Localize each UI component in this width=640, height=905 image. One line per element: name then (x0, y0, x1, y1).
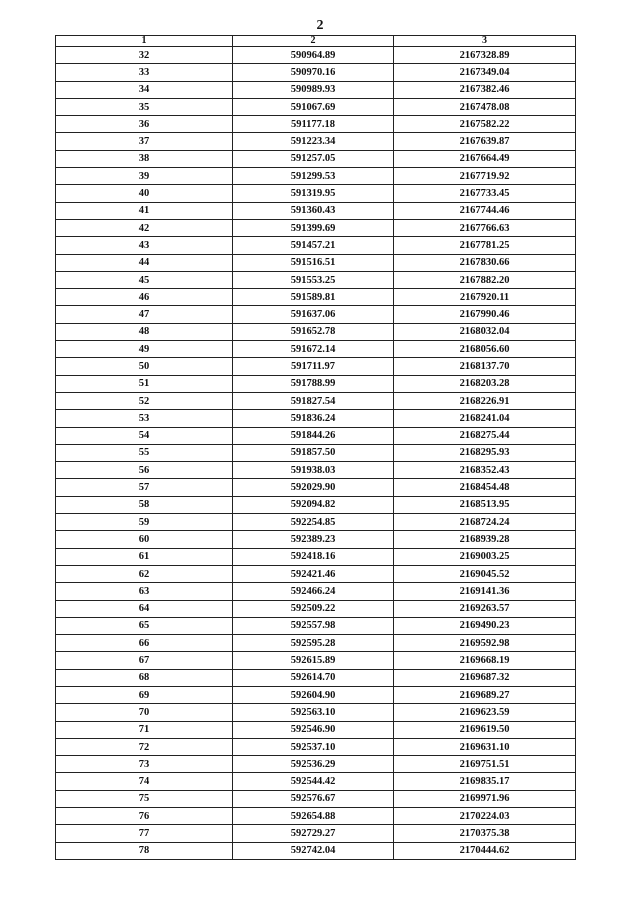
x-coordinate-cell: 591672.14 (233, 341, 394, 358)
x-coordinate-cell: 591299.53 (233, 168, 394, 185)
point-number-cell: 61 (56, 548, 233, 565)
y-coordinate-cell: 2167328.89 (394, 47, 576, 64)
y-coordinate-cell: 2168032.04 (394, 323, 576, 340)
table-row (56, 341, 576, 358)
table-header (56, 36, 576, 47)
point-number-cell: 65 (56, 617, 233, 634)
point-number-cell: 39 (56, 168, 233, 185)
table-row (56, 81, 576, 98)
table-row (56, 790, 576, 807)
table-row (56, 271, 576, 288)
y-coordinate-cell: 2167719.92 (394, 168, 576, 185)
table-row (56, 773, 576, 790)
point-number-cell: 49 (56, 341, 233, 358)
table-row (56, 496, 576, 513)
point-number-cell: 71 (56, 721, 233, 738)
x-coordinate-cell: 592557.98 (233, 617, 394, 634)
table-row (56, 669, 576, 686)
point-number-cell: 40 (56, 185, 233, 202)
x-coordinate-cell: 592615.89 (233, 652, 394, 669)
x-coordinate-cell: 591553.25 (233, 271, 394, 288)
table-row (56, 375, 576, 392)
x-coordinate-cell: 591857.50 (233, 444, 394, 461)
x-coordinate-cell: 592614.70 (233, 669, 394, 686)
point-number-cell: 43 (56, 237, 233, 254)
point-number-cell: 57 (56, 479, 233, 496)
y-coordinate-cell: 2169003.25 (394, 548, 576, 565)
point-number-cell: 63 (56, 583, 233, 600)
x-coordinate-cell: 592094.82 (233, 496, 394, 513)
table-row (56, 427, 576, 444)
x-coordinate-cell: 591067.69 (233, 98, 394, 115)
y-coordinate-cell: 2168137.70 (394, 358, 576, 375)
table-row (56, 47, 576, 64)
y-coordinate-cell: 2169687.32 (394, 669, 576, 686)
x-coordinate-cell: 591844.26 (233, 427, 394, 444)
x-coordinate-cell: 591177.18 (233, 116, 394, 133)
table-row (56, 168, 576, 185)
point-number-cell: 33 (56, 64, 233, 81)
table-row (56, 150, 576, 167)
point-number-cell: 50 (56, 358, 233, 375)
point-number-cell: 67 (56, 652, 233, 669)
x-coordinate-cell: 592466.24 (233, 583, 394, 600)
y-coordinate-cell: 2169045.52 (394, 565, 576, 582)
table-row (56, 254, 576, 271)
table-row (56, 652, 576, 669)
point-number-cell: 59 (56, 514, 233, 531)
x-coordinate-cell: 592546.90 (233, 721, 394, 738)
table-row (56, 808, 576, 825)
y-coordinate-cell: 2167920.11 (394, 289, 576, 306)
y-coordinate-cell: 2169971.96 (394, 790, 576, 807)
table-row (56, 462, 576, 479)
x-coordinate-cell: 592509.22 (233, 600, 394, 617)
point-number-cell: 42 (56, 219, 233, 236)
point-number-cell: 70 (56, 704, 233, 721)
page-number: 2 (316, 18, 324, 33)
x-coordinate-cell: 590964.89 (233, 47, 394, 64)
x-coordinate-cell: 591223.34 (233, 133, 394, 150)
table-row (56, 548, 576, 565)
table-row (56, 98, 576, 115)
point-number-cell: 35 (56, 98, 233, 115)
y-coordinate-cell: 2168939.28 (394, 531, 576, 548)
y-coordinate-cell: 2169668.19 (394, 652, 576, 669)
y-coordinate-cell: 2168203.28 (394, 375, 576, 392)
point-number-cell: 32 (56, 47, 233, 64)
table-row (56, 686, 576, 703)
y-coordinate-cell: 2169592.98 (394, 635, 576, 652)
column-header-3: 3 (394, 36, 576, 47)
x-coordinate-cell: 592729.27 (233, 825, 394, 842)
point-number-cell: 48 (56, 323, 233, 340)
point-number-cell: 68 (56, 669, 233, 686)
table-row (56, 133, 576, 150)
table-row (56, 721, 576, 738)
x-coordinate-cell: 591711.97 (233, 358, 394, 375)
y-coordinate-cell: 2168056.60 (394, 341, 576, 358)
x-coordinate-cell: 592421.46 (233, 565, 394, 582)
y-coordinate-cell: 2169623.59 (394, 704, 576, 721)
y-coordinate-cell: 2168241.04 (394, 410, 576, 427)
point-number-cell: 58 (56, 496, 233, 513)
table-row (56, 444, 576, 461)
point-number-cell: 60 (56, 531, 233, 548)
point-number-cell: 55 (56, 444, 233, 461)
point-number-cell: 52 (56, 392, 233, 409)
y-coordinate-cell: 2167478.08 (394, 98, 576, 115)
table-row (56, 583, 576, 600)
table-row (56, 842, 576, 859)
point-number-cell: 36 (56, 116, 233, 133)
y-coordinate-cell: 2169631.10 (394, 738, 576, 755)
y-coordinate-cell: 2169263.57 (394, 600, 576, 617)
table-row (56, 202, 576, 219)
table-row (56, 289, 576, 306)
table-row (56, 617, 576, 634)
x-coordinate-cell: 592563.10 (233, 704, 394, 721)
table-row (56, 219, 576, 236)
y-coordinate-cell: 2167664.49 (394, 150, 576, 167)
x-coordinate-cell: 591637.06 (233, 306, 394, 323)
point-number-cell: 38 (56, 150, 233, 167)
y-coordinate-cell: 2168352.43 (394, 462, 576, 479)
y-coordinate-cell: 2169689.27 (394, 686, 576, 703)
point-number-cell: 72 (56, 738, 233, 755)
point-number-cell: 41 (56, 202, 233, 219)
point-number-cell: 62 (56, 565, 233, 582)
y-coordinate-cell: 2167781.25 (394, 237, 576, 254)
table-row (56, 64, 576, 81)
x-coordinate-cell: 591360.43 (233, 202, 394, 219)
point-number-cell: 75 (56, 790, 233, 807)
point-number-cell: 56 (56, 462, 233, 479)
x-coordinate-cell: 592595.28 (233, 635, 394, 652)
y-coordinate-cell: 2167990.46 (394, 306, 576, 323)
x-coordinate-cell: 592536.29 (233, 756, 394, 773)
y-coordinate-cell: 2170375.38 (394, 825, 576, 842)
y-coordinate-cell: 2168724.24 (394, 514, 576, 531)
x-coordinate-cell: 592604.90 (233, 686, 394, 703)
table-row (56, 565, 576, 582)
y-coordinate-cell: 2169141.36 (394, 583, 576, 600)
point-number-cell: 44 (56, 254, 233, 271)
x-coordinate-cell: 591457.21 (233, 237, 394, 254)
y-coordinate-cell: 2168295.93 (394, 444, 576, 461)
point-number-cell: 34 (56, 81, 233, 98)
point-number-cell: 37 (56, 133, 233, 150)
x-coordinate-cell: 591652.78 (233, 323, 394, 340)
x-coordinate-cell: 591788.99 (233, 375, 394, 392)
x-coordinate-cell: 592029.90 (233, 479, 394, 496)
table-row (56, 756, 576, 773)
y-coordinate-cell: 2168226.91 (394, 392, 576, 409)
x-coordinate-cell: 591589.81 (233, 289, 394, 306)
x-coordinate-cell: 591938.03 (233, 462, 394, 479)
table-row (56, 323, 576, 340)
table-row (56, 479, 576, 496)
table-row (56, 600, 576, 617)
column-header-1: 1 (56, 36, 233, 47)
x-coordinate-cell: 591836.24 (233, 410, 394, 427)
table-row (56, 306, 576, 323)
x-coordinate-cell: 592389.23 (233, 531, 394, 548)
table-row (56, 185, 576, 202)
y-coordinate-cell: 2167733.45 (394, 185, 576, 202)
y-coordinate-cell: 2168275.44 (394, 427, 576, 444)
y-coordinate-cell: 2167744.46 (394, 202, 576, 219)
y-coordinate-cell: 2170224.03 (394, 808, 576, 825)
x-coordinate-cell: 592537.10 (233, 738, 394, 755)
point-number-cell: 46 (56, 289, 233, 306)
column-header-2: 2 (233, 36, 394, 47)
y-coordinate-cell: 2169490.23 (394, 617, 576, 634)
point-number-cell: 54 (56, 427, 233, 444)
x-coordinate-cell: 592418.16 (233, 548, 394, 565)
point-number-cell: 53 (56, 410, 233, 427)
x-coordinate-cell: 592544.42 (233, 773, 394, 790)
x-coordinate-cell: 592576.67 (233, 790, 394, 807)
x-coordinate-cell: 591257.05 (233, 150, 394, 167)
y-coordinate-cell: 2167639.87 (394, 133, 576, 150)
table-row (56, 704, 576, 721)
point-number-cell: 66 (56, 635, 233, 652)
y-coordinate-cell: 2169619.50 (394, 721, 576, 738)
y-coordinate-cell: 2167349.04 (394, 64, 576, 81)
point-number-cell: 69 (56, 686, 233, 703)
y-coordinate-cell: 2167382.46 (394, 81, 576, 98)
x-coordinate-cell: 592254.85 (233, 514, 394, 531)
table-row (56, 237, 576, 254)
table-row (56, 514, 576, 531)
y-coordinate-cell: 2167582.22 (394, 116, 576, 133)
x-coordinate-cell: 590970.16 (233, 64, 394, 81)
y-coordinate-cell: 2167882.20 (394, 271, 576, 288)
x-coordinate-cell: 592654.88 (233, 808, 394, 825)
table-row (56, 531, 576, 548)
y-coordinate-cell: 2167830.66 (394, 254, 576, 271)
point-number-cell: 76 (56, 808, 233, 825)
point-number-cell: 45 (56, 271, 233, 288)
table-row (56, 392, 576, 409)
table-row (56, 738, 576, 755)
x-coordinate-cell: 591516.51 (233, 254, 394, 271)
y-coordinate-cell: 2169751.51 (394, 756, 576, 773)
header-row (56, 36, 576, 47)
point-number-cell: 64 (56, 600, 233, 617)
y-coordinate-cell: 2169835.17 (394, 773, 576, 790)
x-coordinate-cell: 591827.54 (233, 392, 394, 409)
point-number-cell: 77 (56, 825, 233, 842)
point-number-cell: 78 (56, 842, 233, 859)
point-number-cell: 51 (56, 375, 233, 392)
y-coordinate-cell: 2167766.63 (394, 219, 576, 236)
table-body (56, 47, 576, 860)
x-coordinate-cell: 592742.04 (233, 842, 394, 859)
x-coordinate-cell: 590989.93 (233, 81, 394, 98)
point-number-cell: 74 (56, 773, 233, 790)
point-number-cell: 73 (56, 756, 233, 773)
table-row (56, 825, 576, 842)
table-row (56, 635, 576, 652)
y-coordinate-cell: 2168454.48 (394, 479, 576, 496)
y-coordinate-cell: 2170444.62 (394, 842, 576, 859)
coordinates-table (55, 35, 576, 860)
x-coordinate-cell: 591319.95 (233, 185, 394, 202)
table-row (56, 358, 576, 375)
table-row (56, 410, 576, 427)
point-number-cell: 47 (56, 306, 233, 323)
y-coordinate-cell: 2168513.95 (394, 496, 576, 513)
x-coordinate-cell: 591399.69 (233, 219, 394, 236)
table-row (56, 116, 576, 133)
